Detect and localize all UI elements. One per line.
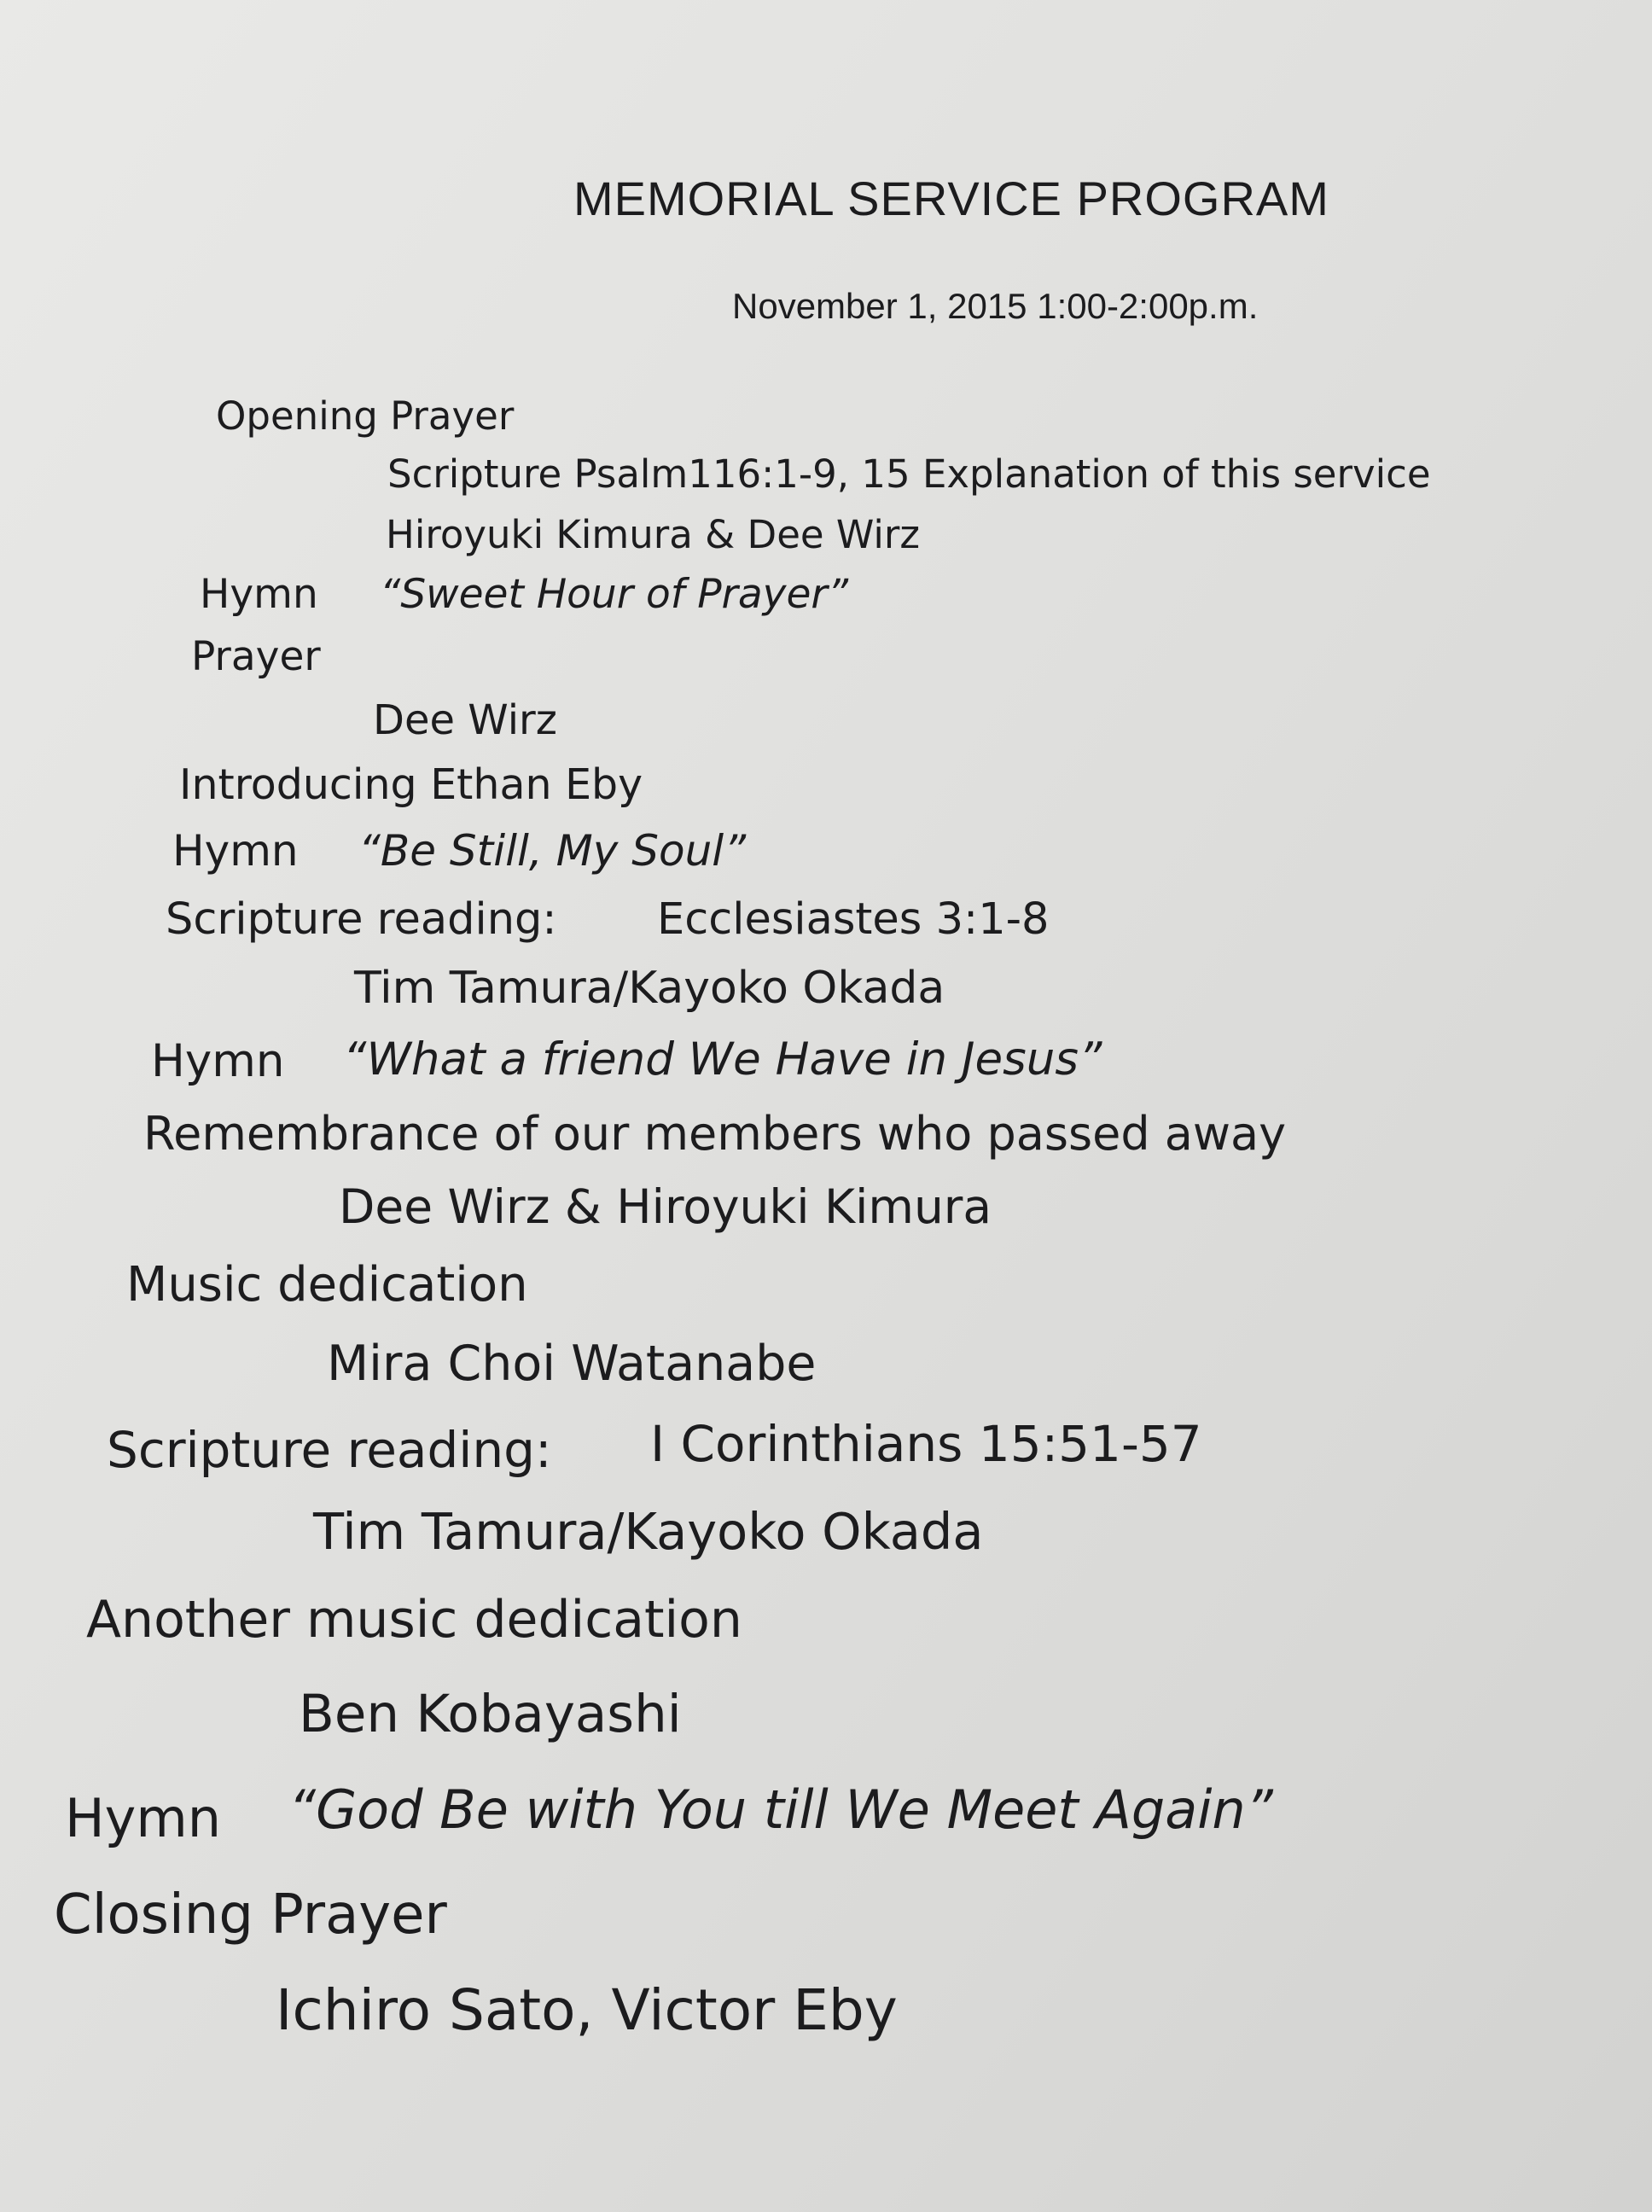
item-closing-prayer-leaders: Ichiro Sato, Victor Eby bbox=[276, 1977, 898, 2043]
item-music-dedication-performer: Mira Choi Watanabe bbox=[327, 1336, 817, 1392]
item-another-music-dedication-performer: Ben Kobayashi bbox=[299, 1684, 682, 1744]
item-scripture-1-passage: Ecclesiastes 3:1-8 bbox=[657, 894, 1050, 945]
program-date: November 1, 2015 1:00-2:00p.m. bbox=[732, 286, 1259, 326]
item-opening-leaders: Hiroyuki Kimura & Dee Wirz bbox=[386, 512, 921, 557]
item-scripture-psalm: Scripture Psalm116:1-9, 15 Explanation of this service bbox=[387, 451, 1431, 497]
item-scripture-2-readers: Tim Tamura/Kayoko Okada bbox=[313, 1502, 984, 1561]
item-closing-prayer-label: Closing Prayer bbox=[54, 1883, 447, 1947]
item-remembrance-leaders: Dee Wirz & Hiroyuki Kimura bbox=[339, 1179, 992, 1234]
item-hymn-1-label: Hymn bbox=[200, 571, 318, 618]
item-hymn-4-label: Hymn bbox=[65, 1787, 222, 1849]
item-another-music-dedication: Another music dedication bbox=[86, 1590, 742, 1650]
item-scripture-1-label: Scripture reading: bbox=[166, 894, 557, 945]
program-title: MEMORIAL SERVICE PROGRAM bbox=[573, 172, 1329, 225]
item-hymn-4-title: “God Be with You till We Meet Again” bbox=[288, 1778, 1273, 1841]
item-opening-prayer-label: Opening Prayer bbox=[216, 393, 515, 439]
item-prayer-leader: Dee Wirz bbox=[373, 696, 557, 744]
item-hymn-2-title: “Be Still, My Soul” bbox=[358, 826, 747, 876]
item-prayer-label: Prayer bbox=[191, 633, 321, 680]
item-scripture-1-readers: Tim Tamura/Kayoko Okada bbox=[354, 963, 945, 1014]
item-scripture-2-label: Scripture reading: bbox=[107, 1421, 552, 1479]
item-scripture-2-passage: I Corinthians 15:51-57 bbox=[650, 1415, 1202, 1473]
item-music-dedication: Music dedication bbox=[126, 1257, 528, 1313]
item-introducing: Introducing Ethan Eby bbox=[179, 760, 643, 809]
item-remembrance: Remembrance of our members who passed away bbox=[143, 1107, 1287, 1161]
item-hymn-2-label: Hymn bbox=[172, 826, 299, 876]
item-hymn-1-title: “Sweet Hour of Prayer” bbox=[380, 571, 849, 618]
item-hymn-3-label: Hymn bbox=[151, 1035, 285, 1087]
item-hymn-3-title: “What a friend We Have in Jesus” bbox=[343, 1033, 1102, 1086]
